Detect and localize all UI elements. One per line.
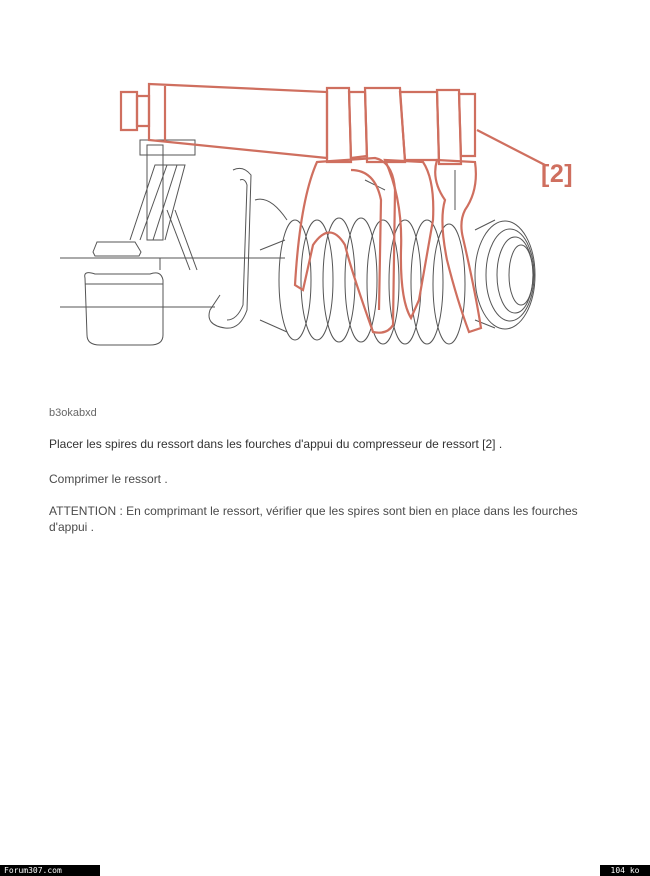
callout-label: [2] [541, 160, 574, 188]
spring-compressor-illustration [55, 70, 595, 360]
image-reference-code: b3okabxd [49, 407, 97, 419]
warning-text: ATTENTION : En comprimant le ressort, vérifier que les spires sont bien en place dans les fourches d'appui . [49, 504, 578, 534]
footer-file-size: 104 ko [600, 865, 650, 876]
instruction-step-2: Comprimer le ressort . [49, 472, 168, 486]
instruction-step-1: Placer les spires du ressort dans les fourches d'appui du compresseur de ressort [2] . [49, 437, 503, 451]
footer-site-label: Forum307.com [0, 865, 100, 876]
